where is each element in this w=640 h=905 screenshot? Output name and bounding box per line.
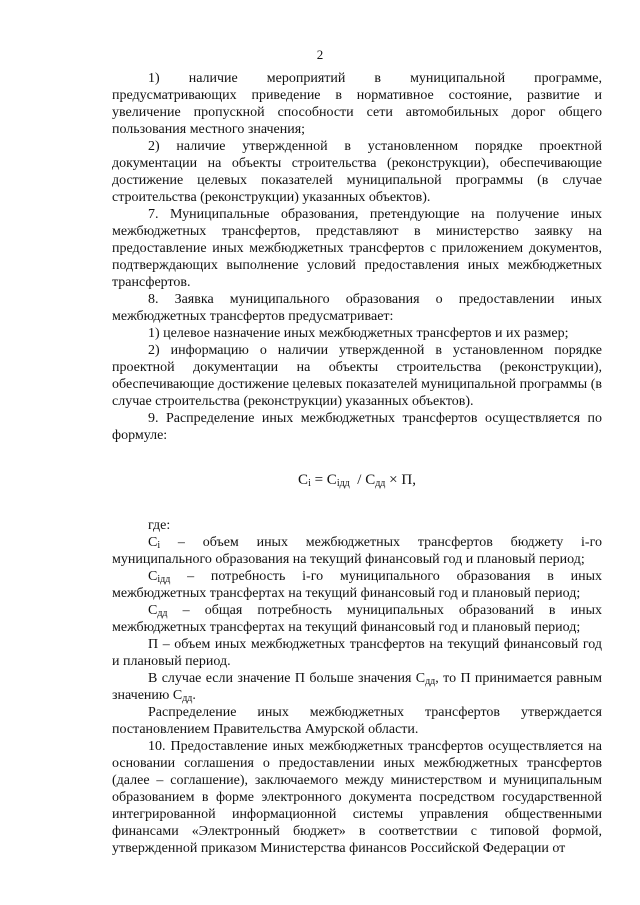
paragraph: 7. Муниципальные образования, претендующие на получение иных межбюджетных трансфертов, представляют в министерство заявку на предоставление иных межбюджетных трансфертов с приложением документов, подтверждающих выполнение условий предоставления иных межбюджетных трансфертов. <box>112 207 602 290</box>
distribution-formula <box>112 472 602 489</box>
page-number: 2 <box>316 47 324 62</box>
formula-subscript: дд <box>375 478 386 489</box>
definition: $С_{дд}$ – общая потребность муниципальных образований в иных межбюджетных трансфертах на текущий финансовый год и плановый период; <box>112 603 602 635</box>
paragraph: 9. Распределение иных межбюджетных трансфертов осуществляется по формуле: <box>112 411 602 443</box>
formula-subscript: iдд <box>336 478 350 489</box>
paragraph: 2) наличие утвержденной в установленном порядке проектной документации на объекты строительства (реконструкции), обеспечивающие достижение целевых показателей муниципальной программы (в случае строительства (реконструкции) указанных объектов). <box>112 139 602 205</box>
formula-subscript: i <box>308 478 311 489</box>
definition: П – объем иных межбюджетных трансфертов на текущий финансовый год и плановый период. <box>112 637 602 669</box>
case-paragraph: В случае если значение П больше значения $С_{дд}$, то П принимается равным значению $С_{дд}$. <box>112 671 602 704</box>
formula-part: = С <box>310 472 337 488</box>
formula-symbol: С <box>298 472 309 488</box>
paragraph: Распределение иных межбюджетных трансфертов утверждается постановлением Правительства Амурской области. <box>112 705 602 737</box>
paragraph: 1) целевое назначение иных межбюджетных трансфертов и их размер; <box>148 326 569 341</box>
document-body <box>112 70 602 857</box>
paragraph: 8. Заявка муниципального образования о предоставлении иных межбюджетных трансфертов предусматривает: <box>112 292 602 324</box>
paragraph: 1) наличие мероприятий в муниципальной программе, предусматривающих приведение в нормативное состояние, развитие и увеличение пропускной способности сети автомобильных дорог общего пользования местного значения; <box>112 71 602 137</box>
definition: $С_i$ – объем иных межбюджетных трансфертов бюджету i-го муниципального образования на текущий финансовый год и плановый период; <box>112 535 602 567</box>
formula-part: × П, <box>385 472 416 488</box>
formula-part: / С <box>349 472 376 488</box>
definition: $С_{iдд}$ – потребность i-го муниципального образования в иных межбюджетных трансфертах на текущий финансовый год и плановый период; <box>112 569 602 601</box>
paragraph: 2) информацию о наличии утвержденной в установленном порядке проектной документации на объекты строительства (реконструкции), обеспечивающие достижение целевых показателей муниципальной программы (в случае строительства (реконструкции) указанных объектов). <box>112 343 602 409</box>
paragraph: 10. Предоставление иных межбюджетных трансфертов осуществляется на основании соглашения о предоставлении иных межбюджетных трансфертов (далее – соглашение), заключаемого между министерством и муниципальным образованием в форме электронного документа посредством государственной интегрированной информационной системы управления общественными финансами «Электронный бюджет» в соответствии с типовой формой, утвержденной приказом Министерства финансов Российской Федерации от <box>112 739 602 856</box>
where-label: где: <box>148 518 171 533</box>
